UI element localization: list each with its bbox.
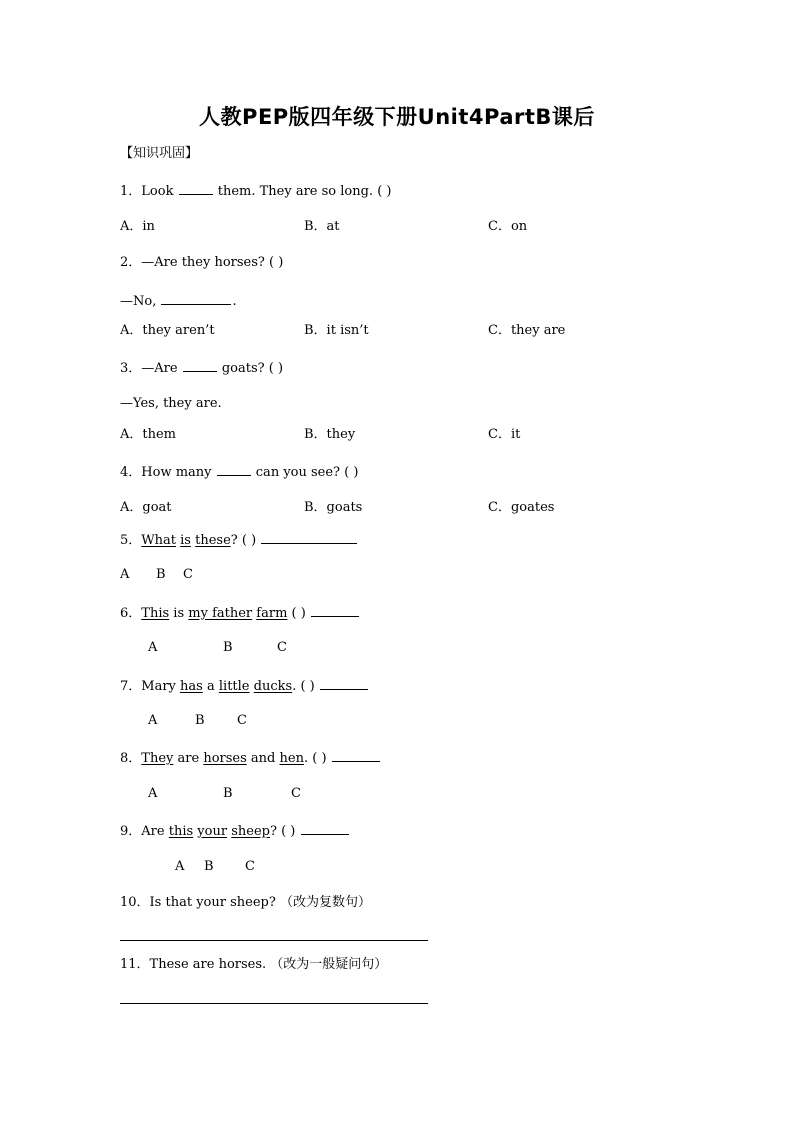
- question-text: These are horses.: [149, 957, 267, 972]
- underlined-word-b: your: [197, 824, 228, 839]
- question-11: [120, 957, 387, 973]
- option-c: C．goates: [488, 500, 555, 515]
- answer-parentheses[interactable]: ( ): [268, 361, 284, 376]
- question-text: a: [206, 679, 215, 694]
- option-b: B．at: [304, 219, 340, 234]
- question-text: are: [177, 751, 200, 766]
- underlined-word-b: my father: [188, 606, 253, 621]
- answer-parentheses[interactable]: ( ): [241, 533, 257, 548]
- answer-parentheses[interactable]: ( ): [291, 606, 306, 621]
- question-2-response: [120, 292, 237, 310]
- letter-c: C: [237, 713, 247, 728]
- question-6: [120, 604, 360, 622]
- letter-c: C: [277, 640, 287, 655]
- answer-parentheses[interactable]: ( ): [300, 679, 315, 694]
- question-3: [120, 359, 283, 377]
- option-b: B．they: [304, 427, 356, 442]
- answer-parentheses[interactable]: ( ): [312, 751, 327, 766]
- answer-parentheses[interactable]: ( ): [269, 255, 284, 270]
- answer-parentheses[interactable]: ( ): [281, 824, 296, 839]
- question-1: [120, 182, 391, 200]
- answer-blank[interactable]: [183, 359, 217, 372]
- question-text: Look: [141, 184, 174, 199]
- underlined-word-c: ducks: [253, 679, 293, 694]
- option-a: A．goat: [120, 500, 172, 515]
- letter-b: B: [156, 567, 166, 582]
- correction-blank[interactable]: [301, 822, 349, 835]
- answer-parentheses[interactable]: ( ): [344, 465, 359, 480]
- option-a: A．them: [120, 427, 177, 442]
- letter-c: C: [183, 567, 193, 582]
- question-text: .: [232, 294, 237, 309]
- question-text: them. They are so long.: [217, 184, 374, 199]
- question-number: 2．: [120, 255, 142, 270]
- page-title: 人教PEP版四年级下册Unit4PartB课后: [199, 105, 595, 129]
- question-2: [120, 255, 283, 271]
- question-3-response: —Yes, they are.: [120, 396, 222, 411]
- question-9: [120, 822, 350, 840]
- underlined-word-c: sheep: [231, 824, 270, 839]
- letter-b: B: [223, 786, 233, 801]
- letter-a: A: [148, 786, 158, 801]
- letter-a: A: [148, 713, 158, 728]
- question-8: [120, 749, 381, 767]
- option-a: A．they aren’t: [120, 323, 215, 338]
- section-heading: 【知识巩固】: [120, 146, 199, 161]
- correction-blank[interactable]: [332, 749, 380, 762]
- option-b: B．it isn’t: [304, 323, 369, 338]
- question-number: 1．: [120, 184, 142, 199]
- question-text: is: [173, 606, 185, 621]
- correction-blank[interactable]: [311, 604, 359, 617]
- question-number: 3．: [120, 361, 142, 376]
- letter-b: B: [223, 640, 233, 655]
- underlined-word-c: farm: [256, 606, 288, 621]
- underlined-word-a: this: [168, 824, 194, 839]
- underlined-word-a: This: [141, 606, 170, 621]
- underlined-word-b: is: [180, 533, 191, 548]
- question-text: Is that your sheep?: [149, 895, 276, 910]
- question-4: [120, 463, 358, 481]
- correction-blank[interactable]: [261, 531, 357, 544]
- question-text: Mary: [141, 679, 176, 694]
- question-text: and: [250, 751, 276, 766]
- answer-line[interactable]: [120, 1003, 428, 1004]
- instruction-note: （改为复数句）: [279, 895, 371, 910]
- punctuation: ?: [269, 824, 277, 839]
- underlined-word-a: They: [141, 751, 174, 766]
- punctuation: .: [292, 679, 297, 694]
- question-text: —Are: [141, 361, 178, 376]
- question-text: —No,: [120, 294, 157, 309]
- answer-blank[interactable]: [217, 463, 251, 476]
- question-number: 6．: [120, 606, 142, 621]
- underlined-word-a: has: [180, 679, 203, 694]
- punctuation: .: [303, 751, 309, 766]
- question-number: 10．: [120, 895, 150, 910]
- letter-a: A: [120, 567, 130, 582]
- underlined-word-c: hen: [279, 751, 304, 766]
- letter-a: A: [175, 859, 185, 874]
- letter-c: C: [245, 859, 255, 874]
- question-number: 7．: [120, 679, 142, 694]
- question-text: Are: [141, 824, 165, 839]
- answer-blank[interactable]: [161, 292, 231, 305]
- option-c: C．they are: [488, 323, 566, 338]
- option-a: A．in: [120, 219, 155, 234]
- option-c: C．on: [488, 219, 528, 234]
- option-b: B．goats: [304, 500, 363, 515]
- underlined-word-c: these: [195, 533, 231, 548]
- letter-b: B: [195, 713, 205, 728]
- answer-line[interactable]: [120, 940, 428, 941]
- question-10: [120, 895, 371, 911]
- question-7: [120, 677, 369, 695]
- letter-c: C: [291, 786, 301, 801]
- question-number: 9．: [120, 824, 142, 839]
- question-number: 4．: [120, 465, 142, 480]
- instruction-note: （改为一般疑问句）: [270, 957, 388, 972]
- punctuation: ?: [230, 533, 238, 548]
- correction-blank[interactable]: [320, 677, 368, 690]
- question-text: can you see?: [255, 465, 341, 480]
- letter-b: B: [204, 859, 214, 874]
- underlined-word-b: horses: [203, 751, 247, 766]
- answer-blank[interactable]: [179, 182, 213, 195]
- letter-a: A: [148, 640, 158, 655]
- question-5: [120, 531, 358, 549]
- question-number: 8．: [120, 751, 142, 766]
- question-number: 5．: [120, 533, 142, 548]
- underlined-word-b: little: [218, 679, 250, 694]
- question-text: How many: [141, 465, 212, 480]
- answer-parentheses[interactable]: ( ): [377, 184, 392, 199]
- question-text: goats?: [221, 361, 265, 376]
- question-text: —Are they horses?: [141, 255, 265, 270]
- question-number: 11．: [120, 957, 150, 972]
- underlined-word-a: What: [141, 533, 176, 548]
- option-c: C．it: [488, 427, 521, 442]
